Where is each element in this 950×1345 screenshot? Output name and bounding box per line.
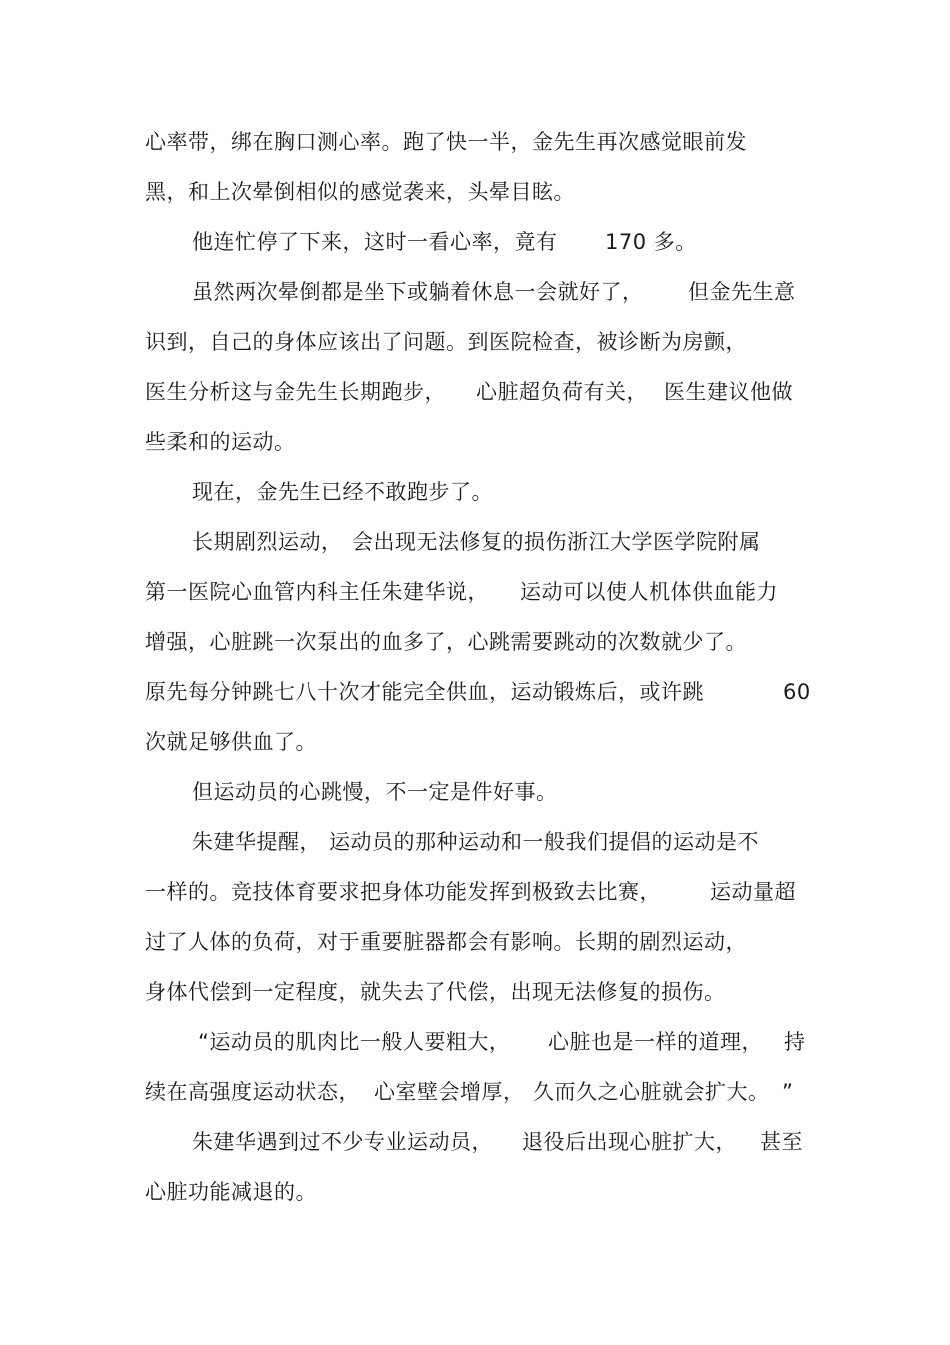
text-line: 60 bbox=[783, 680, 811, 704]
text-line: 黑，和上次晕倒相似的感觉袭来，头晕目眩。 bbox=[145, 180, 575, 204]
text-line: 医生分析这与金先生长期跑步， bbox=[145, 380, 446, 404]
text-line: 退役后出现心脏扩大， bbox=[522, 1130, 737, 1154]
text-line: 识到，自己的身体应该出了问题。到医院检查，被诊断为房颤， bbox=[145, 330, 747, 354]
text-line: 次就足够供血了。 bbox=[145, 730, 317, 754]
text-line: 虽然两次晕倒都是坐下或躺着休息一会就好了， bbox=[192, 280, 644, 304]
text-line: 心脏也是一样的道理， bbox=[548, 1030, 763, 1054]
text-line: 增强，心脏跳一次泵出的血多了，心跳需要跳动的次数就少了。 bbox=[145, 630, 747, 654]
text-line: 长期剧烈运动， bbox=[192, 530, 343, 554]
text-line: 原先每分钟跳七八十次才能完全供血，运动锻炼后，或许跳 bbox=[145, 680, 704, 704]
text-line: 现在，金先生已经不敢跑步了。 bbox=[192, 480, 493, 504]
text-line: 些柔和的运动。 bbox=[145, 430, 296, 454]
text-line: 心率带，绑在胸口测心率。跑了快一半，金先生再次感觉眼前发 bbox=[145, 130, 747, 154]
text-line: 久而久之心脏就会扩大。 bbox=[533, 1080, 770, 1104]
text-line: 运动量超 bbox=[710, 880, 796, 904]
text-line: 但金先生意 bbox=[688, 280, 796, 304]
text-line: 续在高强度运动状态， bbox=[145, 1080, 360, 1104]
text-line: “运动员的肌肉比一般人要粗大， bbox=[198, 1030, 511, 1054]
text-line: 朱建华提醒， bbox=[192, 830, 321, 854]
text-line: 医生建议他做 bbox=[664, 380, 793, 404]
text-line: 170 多。 bbox=[605, 230, 697, 254]
text-line: 运动员的那种运动和一般我们提倡的运动是不 bbox=[329, 830, 759, 854]
text-line: 心脏功能减退的。 bbox=[145, 1180, 317, 1204]
text-line: 一样的。竞技体育要求把身体功能发挥到极致去比赛， bbox=[145, 880, 661, 904]
text-line: 甚至 bbox=[760, 1130, 803, 1154]
text-line: 但运动员的心跳慢，不一定是件好事。 bbox=[192, 780, 558, 804]
text-line: 心脏超负荷有关， bbox=[476, 380, 648, 404]
text-line: 会出现无法修复的损伤浙江大学医学院附属 bbox=[352, 530, 761, 554]
text-line: 持 bbox=[784, 1030, 806, 1054]
text-line: 运动可以使人机体供血能力 bbox=[520, 580, 778, 604]
text-line: 朱建华遇到过不少专业运动员， bbox=[192, 1130, 493, 1154]
text-line: 第一医院心血管内科主任朱建华说， bbox=[145, 580, 489, 604]
text-line: ” bbox=[782, 1080, 794, 1104]
text-line: 身体代偿到一定程度，就失去了代偿，出现无法修复的损伤。 bbox=[145, 980, 726, 1004]
text-line: 过了人体的负荷，对于重要脏器都会有影响。长期的剧烈运动， bbox=[145, 930, 747, 954]
text-line: 心室壁会增厚， bbox=[374, 1080, 525, 1104]
text-line: 他连忙停了下来，这时一看心率，竟有 bbox=[192, 230, 558, 254]
